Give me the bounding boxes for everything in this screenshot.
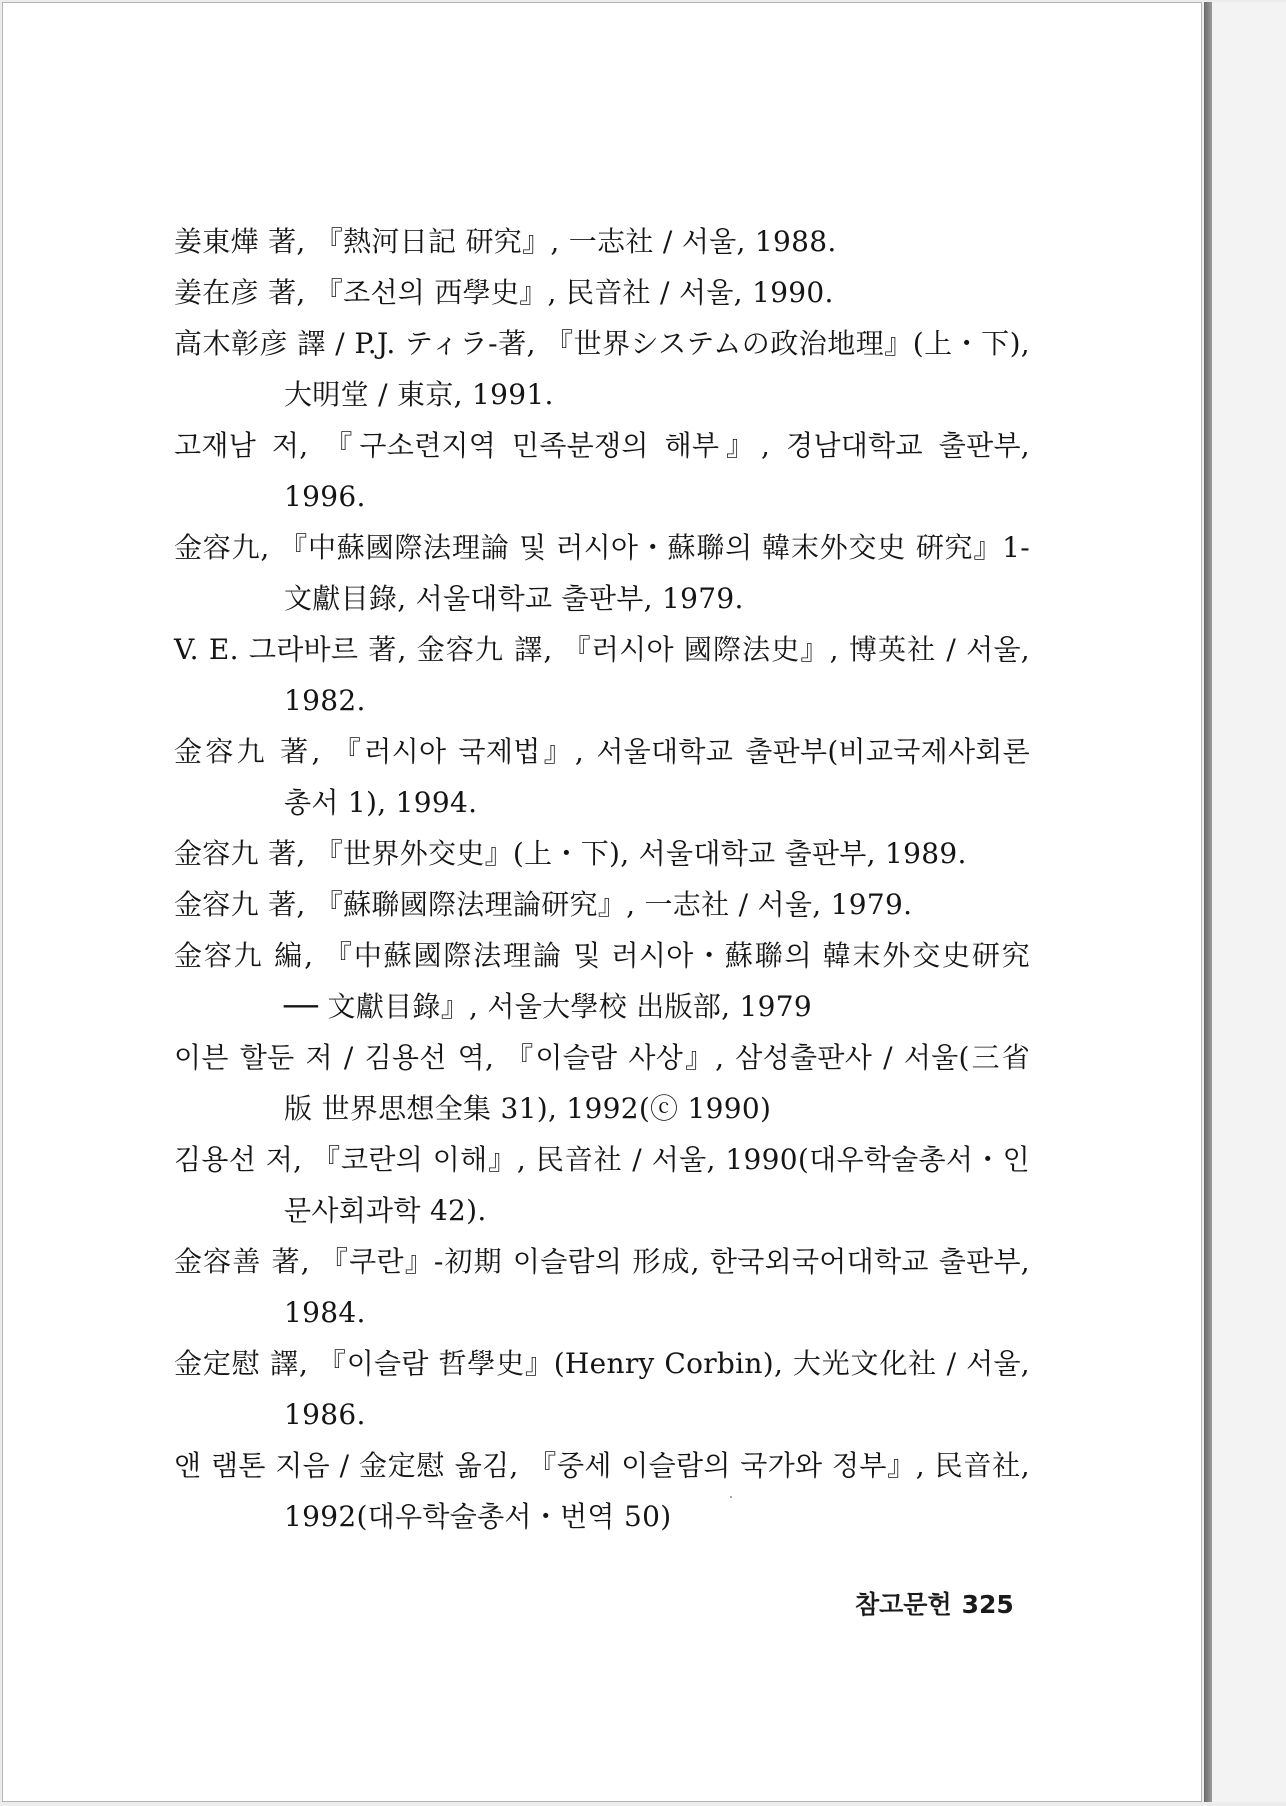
reference-entry: 姜在彦 著, 『조선의 西學史』, 民音社 / 서울, 1990. <box>174 276 834 309</box>
reference-entry: 김용선 저, 『코란의 이해』, 民音社 / 서울, 1990(대우학술총서・인문사회과학 42). <box>174 1143 1030 1227</box>
reference-entry: 金容九 著, 『러시아 국제법』, 서울대학교 출판부(비교국제사회론 총서 1), 1994. <box>174 735 1030 819</box>
footer-section-title: 참고문헌 <box>855 1590 952 1619</box>
reference-entry: 이븐 할둔 저 / 김용선 역, 『이슬람 사상』, 삼성출판사 / 서울(三省版 世界思想全集 31), 1992(ⓒ 1990) <box>174 1041 1030 1125</box>
scan-speck <box>730 1496 732 1498</box>
page-number: 325 <box>961 1590 1014 1619</box>
reference-entry: 金容九 編, 『中蘇國際法理論 및 러시아・蘇聯의 韓末外交史研究 ── 文獻目錄』, 서울大學校 出版部, 1979 <box>174 939 1030 1023</box>
page-edge-shadow <box>1204 2 1212 1802</box>
reference-entry: 姜東燁 著, 『熱河日記 研究』, 一志社 / 서울, 1988. <box>174 225 837 258</box>
reference-entry: 앤 램톤 지음 / 金定慰 옮김, 『중세 이슬람의 국가와 정부』, 民音社, 1992(대우학술총서・번역 50) <box>174 1449 1030 1533</box>
reference-entry: 金容九 著, 『世界外交史』(上・下), 서울대학교 출판부, 1989. <box>174 837 967 870</box>
reference-list <box>174 216 1030 1542</box>
reference-entry: 金容九 著, 『蘇聯國際法理論研究』, 一志社 / 서울, 1979. <box>174 888 913 921</box>
reference-entry: 金容九, 『中蘇國際法理論 및 러시아・蘇聯의 韓末外交史 硏究』1-文獻目錄, 서울대학교 출판부, 1979. <box>174 531 1030 615</box>
reference-entry: 金定慰 譯, 『이슬람 哲學史』(Henry Corbin), 大光文化社 / 서울, 1986. <box>174 1347 1030 1431</box>
reference-entry: 고재남 저, 『구소련지역 민족분쟁의 해부』, 경남대학교 출판부, 1996. <box>174 429 1030 513</box>
reference-entry: V. E. 그라바르 著, 金容九 譯, 『러시아 國際法史』, 博英社 / 서울, 1982. <box>174 633 1030 717</box>
page-background-margin <box>1212 2 1286 1802</box>
reference-entry: 金容善 著, 『쿠란』-初期 이슬람의 形成, 한국외국어대학교 출판부, 1984. <box>174 1245 1030 1329</box>
page-footer <box>855 1585 1014 1621</box>
reference-entry: 高木彰彦 譯 / P.J. ティラ-著, 『世界システムの政治地理』(上・下), 大明堂 / 東京, 1991. <box>174 327 1030 411</box>
